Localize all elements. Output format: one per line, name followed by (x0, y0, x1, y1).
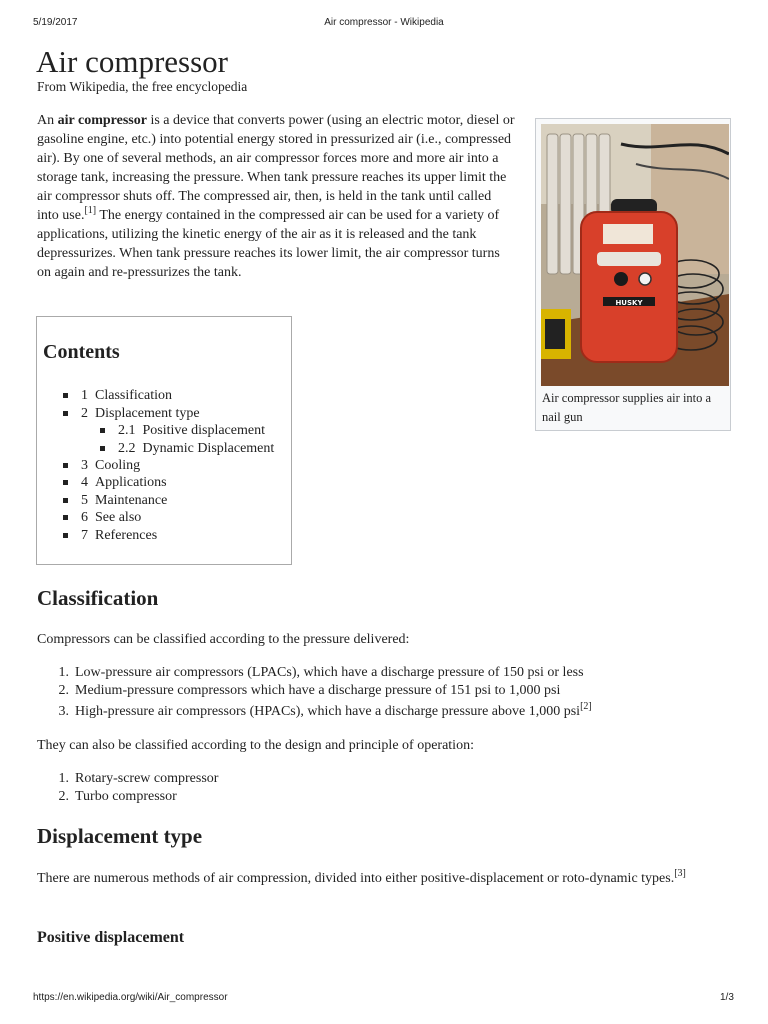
design-intro: They can also be classified according to the design and principle of operation: (37, 738, 474, 753)
displacement-heading: Displacement type (37, 824, 203, 848)
design-list-item: 1. Rotary-screw compressor (58, 771, 219, 786)
toc-item[interactable]: 3 Cooling (81, 457, 140, 474)
bullet-icon (63, 463, 68, 468)
figure-caption: Air compressor supplies air into a nail gun (542, 391, 712, 424)
intro-paragraph: An air compressor is a device that converts power (using an electric motor, diesel or gasoline engine, etc.) into potential energy stored in pressurized air (i.e., compressed air). By one of several methods, an air compressor forces more and more air into a storage tank, increasing the pressure. When tank pressure reaches its upper limit the air compressor shuts off. The compressed air, then, is held in the tank until called into use.[1] The energy contained in the compressed air can be used for a variety of applications, utilizing the kinetic energy of the air as it is released and the tank depressurizes. When tank pressure reaches its lower limit, the air compressor turns on again and re-pressurizes the tank. (37, 113, 515, 280)
air-compressor-photo[interactable] (541, 124, 729, 386)
toc-item[interactable]: 7 References (81, 527, 157, 544)
toc-item[interactable]: 4 Applications (81, 474, 167, 491)
toc-item[interactable]: 2 Displacement type (81, 405, 200, 422)
figure-box (535, 118, 731, 431)
toc-item[interactable]: 1 Classification (81, 387, 172, 404)
print-url: https://en.wikipedia.org/wiki/Air_compressor (33, 992, 228, 1003)
table-of-contents (36, 316, 292, 565)
reference-link-3[interactable]: [3] (674, 868, 686, 879)
positive-displacement-heading: Positive displacement (37, 929, 185, 946)
pressure-list-item: 3. High-pressure air compressors (HPACs), which have a discharge pressure above 1,000 psi[2] (58, 701, 592, 719)
intro-term: air compressor (57, 113, 147, 128)
bullet-icon (63, 393, 68, 398)
reference-link-1[interactable]: [1] (84, 205, 97, 216)
print-date: 5/19/2017 (33, 17, 78, 28)
pressure-list-item: 2. Medium-pressure compressors which have a discharge pressure of 151 psi to 1,000 psi (58, 683, 561, 698)
toc-item[interactable]: 2.1 Positive displacement (118, 422, 265, 439)
design-list-item: 2. Turbo compressor (58, 789, 177, 804)
bullet-icon (63, 480, 68, 485)
bullet-icon (100, 446, 105, 451)
photo-brand-label: HUSKY (615, 299, 643, 307)
bullet-icon (63, 533, 68, 538)
toc-item[interactable]: 2.2 Dynamic Displacement (118, 440, 274, 457)
page-tagline: From Wikipedia, the free encyclopedia (37, 79, 248, 94)
classification-heading: Classification (37, 586, 159, 610)
page-title: Air compressor (36, 44, 228, 79)
bullet-icon (63, 515, 68, 520)
displacement-paragraph: There are numerous methods of air compression, divided into either positive-displacement or roto-dynamic types.[3] (37, 868, 686, 886)
bullet-icon (100, 428, 105, 433)
print-page-title: Air compressor - Wikipedia (324, 17, 444, 28)
reference-link-2[interactable]: [2] (580, 701, 592, 712)
bullet-icon (63, 498, 68, 503)
bullet-icon (63, 411, 68, 416)
print-page-number: 1/3 (720, 992, 734, 1003)
toc-item[interactable]: 6 See also (81, 509, 141, 526)
toc-item[interactable]: 5 Maintenance (81, 492, 167, 509)
classification-intro: Compressors can be classified according to the pressure delivered: (37, 632, 410, 647)
toc-title: Contents (43, 341, 120, 363)
pressure-list-item: 1. Low-pressure air compressors (LPACs), which have a discharge pressure of 150 psi or less (58, 665, 584, 680)
